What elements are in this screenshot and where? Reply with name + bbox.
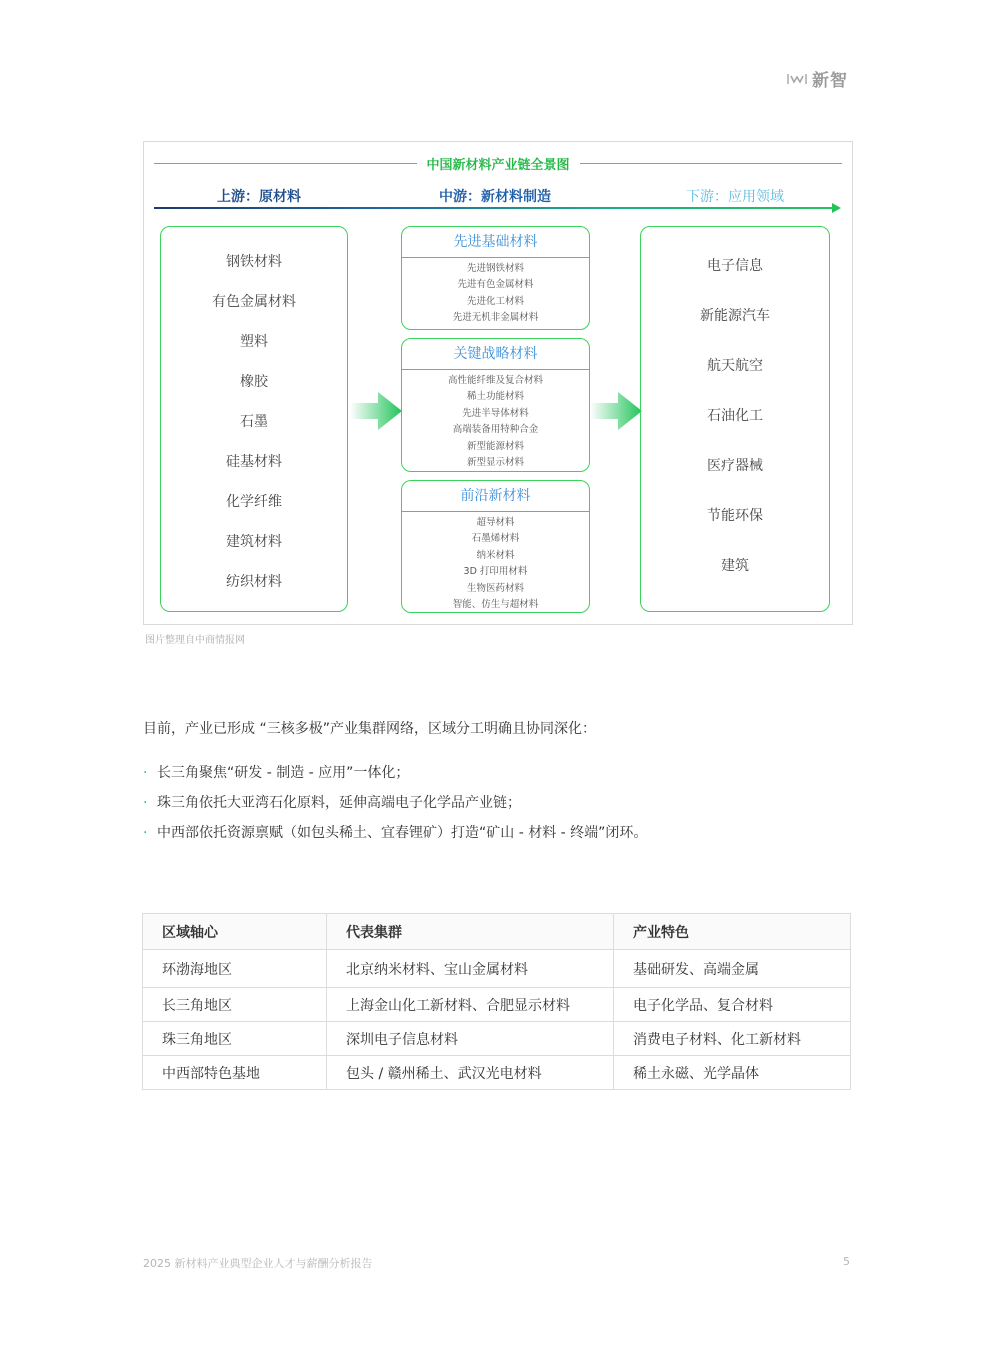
- table-cell: 基础研发、高端金属: [614, 950, 851, 988]
- upstream-item: 化学纤维: [226, 494, 282, 510]
- table-cell: 长三角地区: [143, 988, 327, 1022]
- mid-item: 智能、仿生与超材料: [452, 599, 539, 611]
- title-line-left: [154, 163, 417, 164]
- downstream-item: 医疗器械: [707, 458, 763, 474]
- mid-item: 稀土功能材料: [466, 391, 524, 403]
- mid-item: 高性能纤维及复合材料: [447, 375, 543, 386]
- brand-logo: [786, 66, 848, 91]
- table-cell: 中西部特色基地: [143, 1056, 327, 1090]
- table-cell: 消费电子材料、化工新材料: [614, 1022, 851, 1056]
- mid-item: 新型能源材料: [466, 440, 524, 452]
- mid-item: 先进化工材料: [466, 295, 524, 307]
- footer-report-title: 2025 新材料产业典型企业人才与薪酬分析报告: [143, 1257, 373, 1270]
- mid-item: 新型显示材料: [466, 457, 524, 469]
- stage-downstream: 下游：应用领域: [686, 189, 784, 205]
- upstream-item: 硅基材料: [226, 454, 282, 470]
- intro-paragraph: 目前，产业已形成 “三核多极”产业集群网络，区域分工明确且协同深化：: [143, 721, 596, 737]
- diagram-title: 中国新材料产业链全景图: [426, 157, 570, 173]
- table-header: 代表集群: [327, 914, 614, 950]
- mid-item: 纳米材料: [476, 549, 515, 561]
- flow-line: [154, 207, 834, 209]
- table-cell: 包头 / 赣州稀土、武汉光电材料: [327, 1056, 614, 1090]
- flow-arrow-head-icon: [832, 203, 841, 213]
- downstream-item: 电子信息: [707, 258, 763, 274]
- title-line-right: [580, 163, 843, 164]
- upstream-item: 有色金属材料: [212, 294, 296, 310]
- region-table: [142, 913, 851, 1090]
- bullet-dot-icon: ·: [143, 765, 148, 781]
- table-row: [143, 1022, 851, 1056]
- table-cell: 电子化学品、复合材料: [614, 988, 851, 1022]
- downstream-item: 节能环保: [707, 508, 763, 524]
- downstream-item: 石油化工: [707, 408, 763, 424]
- table-row: [143, 950, 851, 988]
- figure-caption: 图片整理自中商情报网: [145, 635, 245, 646]
- page-number: 5: [843, 1255, 850, 1268]
- bullet-list: [143, 762, 647, 852]
- bullet-item: [143, 762, 647, 792]
- mid-group-frontier: [401, 480, 590, 613]
- logo-text: 新智: [812, 71, 848, 91]
- table-cell: 深圳电子信息材料: [327, 1022, 614, 1056]
- bullet-dot-icon: ·: [143, 825, 148, 841]
- table-row: [143, 1056, 851, 1090]
- mid-group-title: 先进基础材料: [402, 227, 589, 258]
- upstream-item: 塑料: [240, 334, 268, 350]
- industry-chain-diagram: [143, 141, 853, 625]
- upstream-item: 橡胶: [240, 374, 268, 390]
- mid-item: 3D 打印用材料: [463, 566, 528, 578]
- mid-group-basic: [401, 226, 590, 330]
- table-header: 产业特色: [614, 914, 851, 950]
- bullet-item: [143, 822, 647, 852]
- downstream-item: 航天航空: [707, 358, 763, 374]
- wave-logo-icon: [786, 71, 808, 87]
- mid-item: 生物医药材料: [466, 582, 524, 594]
- mid-item: 石墨烯材料: [471, 533, 520, 545]
- table-header: 区域轴心: [143, 914, 327, 950]
- right-arrow-icon: [350, 392, 402, 430]
- mid-item: 先进半导体材料: [462, 407, 529, 419]
- stage-upstream: 上游：原材料: [217, 189, 301, 205]
- mid-item: 先进钢铁材料: [466, 263, 524, 274]
- table-header-row: [143, 914, 851, 950]
- upstream-item: 纺织材料: [226, 574, 282, 590]
- bullet-item: [143, 792, 647, 822]
- upstream-box: [160, 226, 348, 612]
- table-cell: 稀土永磁、光学晶体: [614, 1056, 851, 1090]
- bullet-text: 珠三角依托大亚湾石化原料，延伸高端电子化学品产业链；: [157, 795, 521, 811]
- downstream-box: [640, 226, 830, 612]
- table-cell: 珠三角地区: [143, 1022, 327, 1056]
- mid-item: 先进无机非金属材料: [452, 312, 539, 324]
- mid-item: 高端装备用特种合金: [452, 424, 539, 436]
- bullet-text: 长三角聚焦“研发 - 制造 - 应用”一体化；: [157, 765, 410, 781]
- table-cell: 上海金山化工新材料、合肥显示材料: [327, 988, 614, 1022]
- diagram-title-row: [154, 154, 842, 172]
- bullet-text: 中西部依托资源禀赋（如包头稀土、宜春锂矿）打造“矿山 - 材料 - 终端”闭环。: [157, 825, 648, 841]
- bullet-dot-icon: ·: [143, 795, 148, 811]
- table-cell: 北京纳米材料、宝山金属材料: [327, 950, 614, 988]
- table-row: [143, 988, 851, 1022]
- mid-group-title: 前沿新材料: [402, 481, 589, 512]
- upstream-item: 石墨: [240, 414, 268, 430]
- downstream-item: 建筑: [721, 558, 749, 574]
- upstream-item: 建筑材料: [226, 534, 282, 550]
- downstream-item: 新能源汽车: [700, 308, 770, 324]
- upstream-item: 钢铁材料: [226, 254, 282, 270]
- table-cell: 环渤海地区: [143, 950, 327, 988]
- mid-item: 先进有色金属材料: [457, 279, 534, 291]
- right-arrow-icon: [590, 392, 642, 430]
- mid-item: 超导材料: [476, 517, 515, 528]
- stage-midstream: 中游：新材料制造: [439, 189, 551, 205]
- mid-group-strategic: [401, 338, 590, 472]
- mid-group-title: 关键战略材料: [402, 339, 589, 370]
